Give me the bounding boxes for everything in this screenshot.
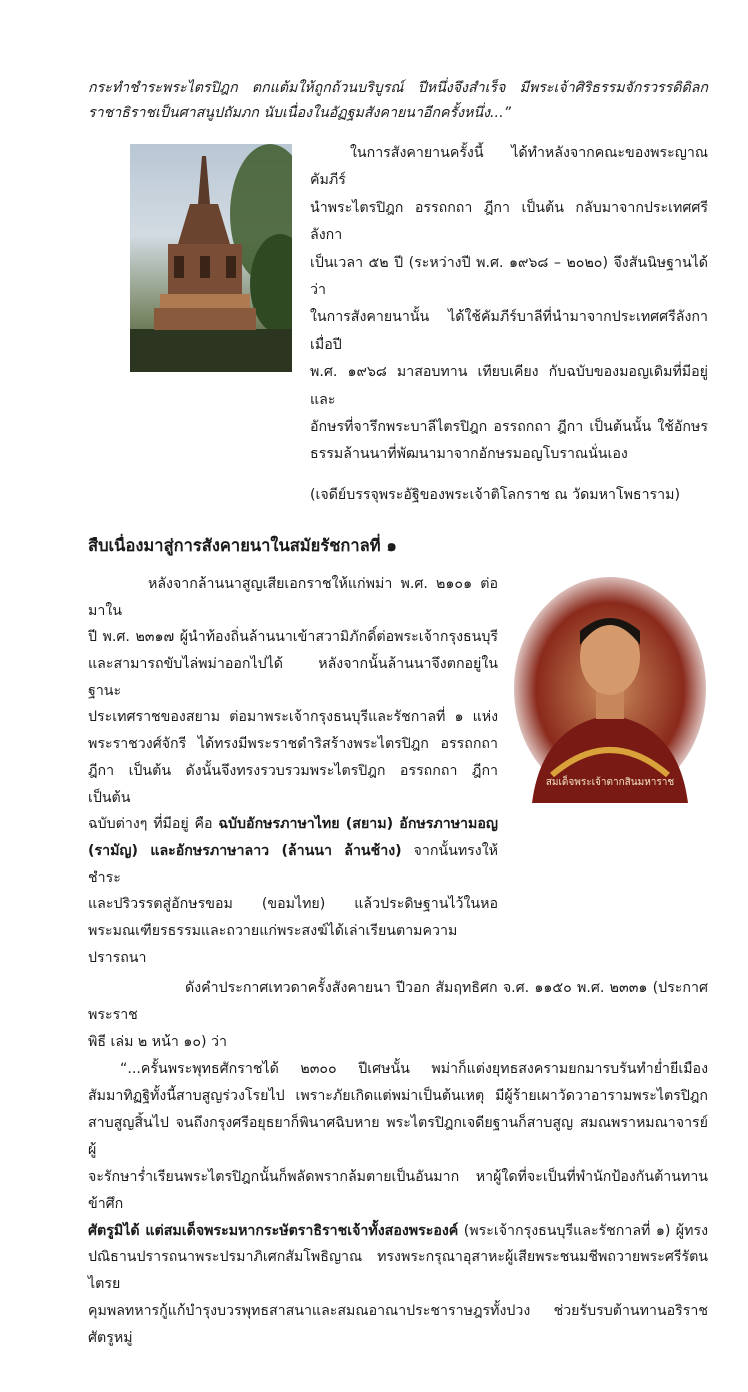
text-segment: กระทำชำระพระไตรปิฎก ตกแต้มให้ถูกถ้วนบริบูรณ์ ปีหนึ่งจึงสำเร็จ มีพระเจ้าศิริธรรมจักรวรรดิดิลก — [88, 80, 708, 96]
text-segment: เป็นเวลา ๕๒ ปี (ระหว่างปี พ.ศ. ๑๙๖๘ – ๒๐๒๐) จึงสันนิษฐานได้ว่า — [310, 254, 708, 299]
text-segment: “...ครั้นพระพุทธศักราชได้ ๒๓๐๐ ปีเศษนั้น พม่าก็แต่งยุทธสงครามยกมารบรันทำย่ำยีเมือง — [120, 1061, 708, 1078]
text-segment: พระมณเฑียรธรรมและถวายแก่พระสงฆ์ได้เล่าเรียนตามความปรารถนา — [88, 923, 458, 966]
text-line — [88, 1083, 708, 1110]
text-line — [88, 891, 498, 918]
text-segment: พระราชวงศ์จักรี ได้ทรงมีพระราชดำริสร้างพระไตรปิฎก อรรถกถา — [88, 736, 498, 753]
text-line — [310, 304, 708, 359]
lanna-section — [88, 571, 708, 972]
text-segment: ปณิธานปรารถนาพระปรมาภิเศกสัมโพธิญาณ ทรงพระกรุณาอุสาหะผู้เสียพระชนมชีพถวายพระศรีรัตนไตรย — [88, 1249, 708, 1293]
text-segment: อักษรที่จารึกพระบาลีไตรปิฎก อรรถกถา ฎีกา เป็นต้นนั้น ใช้อักษร — [310, 419, 708, 436]
text-line — [88, 975, 708, 1029]
text-line — [310, 195, 708, 250]
text-line — [88, 1244, 708, 1298]
chedi-illustration — [130, 144, 292, 372]
text-line — [88, 651, 498, 704]
quote-continuation — [88, 76, 708, 126]
text-line — [88, 918, 498, 971]
text-segment: ปี พ.ศ. ๒๓๑๗ ผู้นำท้องถิ่นล้านนาเข้าสวามิภักดิ์ต่อพระเจ้ากรุงธนบุรี — [88, 629, 498, 646]
section-heading: สืบเนื่องมาสู่การสังคายนาในสมัยรัชกาลที่ ๑ — [88, 535, 397, 555]
proclamation-paragraph — [88, 975, 708, 1352]
text-segment: และสามารถขับไล่พม่าออกไปได้ หลังจากนั้นล้านนาจึงตกอยู่ในฐานะ — [88, 655, 498, 699]
text-segment: จะรักษาร่ำเรียนพระไตรปิฎกนั้นก็พลัดพรากล้มตายเป็นอันมาก หาผู้ใดที่จะเป็นที่พำนักป้องกันต้านทานข้าศึก — [88, 1168, 708, 1212]
text-line — [88, 731, 498, 758]
text-segment: สาบสูญสิ้นไป จนถึงกรุงศรีอยุธยาก็พินาศฉิบหาย พระไตรปิฎกเจดียฐานก็สาบสูญ สมณพราหมณาจารย์ผู้ — [88, 1114, 708, 1158]
text-line — [88, 1298, 708, 1352]
bold-text: ศัตรูมิได้ แต่สมเด็จพระมหากระษัตราธิราชเจ้าทั้งสองพระองค์ — [88, 1222, 459, 1239]
text-line — [88, 76, 708, 101]
text-segment: ธรรมล้านนาที่พัฒนามาจากอักษรมอญโบราณนั่นเอง — [310, 446, 628, 463]
text-segment: นำพระไตรปิฎก อรรถกถา ฎีกา เป็นต้น กลับมาจากประเทศศรีลังกา — [310, 199, 708, 244]
lanna-history-paragraph — [88, 571, 498, 972]
text-segment: จากนั้นทรงให้ชำระ — [88, 842, 498, 886]
text-segment: ราชาธิราชเป็นศาสนูปถัมภก นับเนื่องในอัฏฐมสังคายนาอีกครั้งหนึ่ง...” — [88, 105, 511, 121]
text-line — [310, 250, 708, 305]
text-line — [88, 1029, 708, 1056]
text-line — [88, 571, 498, 624]
text-line — [88, 624, 498, 651]
text-line — [310, 359, 708, 414]
portrait-caption: สมเด็จพระเจ้าตากสินมหาราช — [545, 776, 675, 788]
text-segment: สัมมาทิฏฐิทั้งนี้สาบสูญร่วงโรยไป เพราะภัยเกิดแต่พม่าเป็นต้นเหตุ มีผู้ร้ายเผาวัดวาอารามพระไตรปิฎก — [88, 1088, 708, 1105]
text-segment: ฉบับต่างๆ ที่มีอยู่ คือ — [88, 816, 219, 833]
text-line — [88, 838, 498, 891]
text-segment: พ.ศ. ๑๙๖๘ มาสอบทาน เทียบเคียง กับฉบับของมอญเดิมที่มีอยู่ และ — [310, 364, 708, 408]
chedi-caption: (เจดีย์บรรจุพระอัฐิของพระเจ้าติโลกราช ณ วัดมหาโพธาราม) — [310, 486, 681, 503]
text-line — [88, 704, 498, 731]
text-segment: ในการสังคายนานั้น ได้ใช้คัมภีร์บาลีที่นำมาจากประเทศศรีลังกาเมื่อปี — [310, 309, 708, 353]
text-segment: พิธี เล่ม ๒ หน้า ๑๐) ว่า — [88, 1034, 227, 1051]
text-line — [88, 811, 498, 838]
sangayana-paragraph — [310, 140, 708, 469]
text-line — [88, 758, 498, 811]
text-line — [88, 1110, 708, 1164]
king-taksin-portrait — [512, 575, 708, 803]
text-segment: ฎีกา เป็นต้น ดังนั้นจึงทรงรวบรวมพระไตรปิฎก อรรถกถา ฎีกา เป็นต้น — [88, 762, 498, 806]
bold-text: ฉบับอักษรภาษาไทย (สยาม) อักษรภาษามอญ — [218, 816, 498, 833]
text-segment: คุมพลทหารกู้แก้บำรุงบวรพุทธสาสนาและสมณอาณาประชาราษฎรทั้งปวง ช่วยรับรบต้านทานอริราชศัตรูหมู่ — [88, 1303, 708, 1347]
text-line — [88, 1218, 708, 1245]
chedi-photo — [130, 144, 292, 372]
chedi-section-text — [310, 140, 708, 507]
text-line — [310, 441, 708, 468]
chedi-section — [88, 140, 708, 507]
text-segment: ประเทศราชของสยาม ต่อมาพระเจ้ากรุงธนบุรีและรัชกาลที่ ๑ แห่ง — [88, 709, 498, 726]
text-line — [310, 140, 708, 195]
text-line — [88, 1056, 708, 1083]
text-line — [310, 414, 708, 441]
text-segment: หลังจากล้านนาสูญเสียเอกราชให้แก่พม่า พ.ศ. ๒๑๐๑ ต่อมาใน — [88, 575, 498, 619]
text-line — [88, 1164, 708, 1218]
text-segment: (พระเจ้ากรุงธนบุรีและรัชกาลที่ ๑) ผู้ทรง — [458, 1222, 708, 1239]
text-segment: ในการสังคายานครั้งนี้ ได้ทำหลังจากคณะของพระญาณคัมภีร์ — [310, 145, 708, 189]
text-segment: ดังคำประกาศเทวดาครั้งสังคายนา ปีวอก สัมฤทธิศก จ.ศ. ๑๑๕๐ พ.ศ. ๒๓๓๑ (ประกาศพระราช — [88, 980, 708, 1024]
text-segment: และปริวรรตสู่อักษรขอม (ขอมไทย) แล้วประดิษฐานไว้ในหอ — [88, 896, 498, 913]
bold-text: (รามัญ) และอักษรภาษาลาว (ล้านนา ล้านช้าง) — [88, 842, 402, 859]
portrait-illustration — [512, 575, 708, 803]
text-line — [88, 101, 708, 126]
